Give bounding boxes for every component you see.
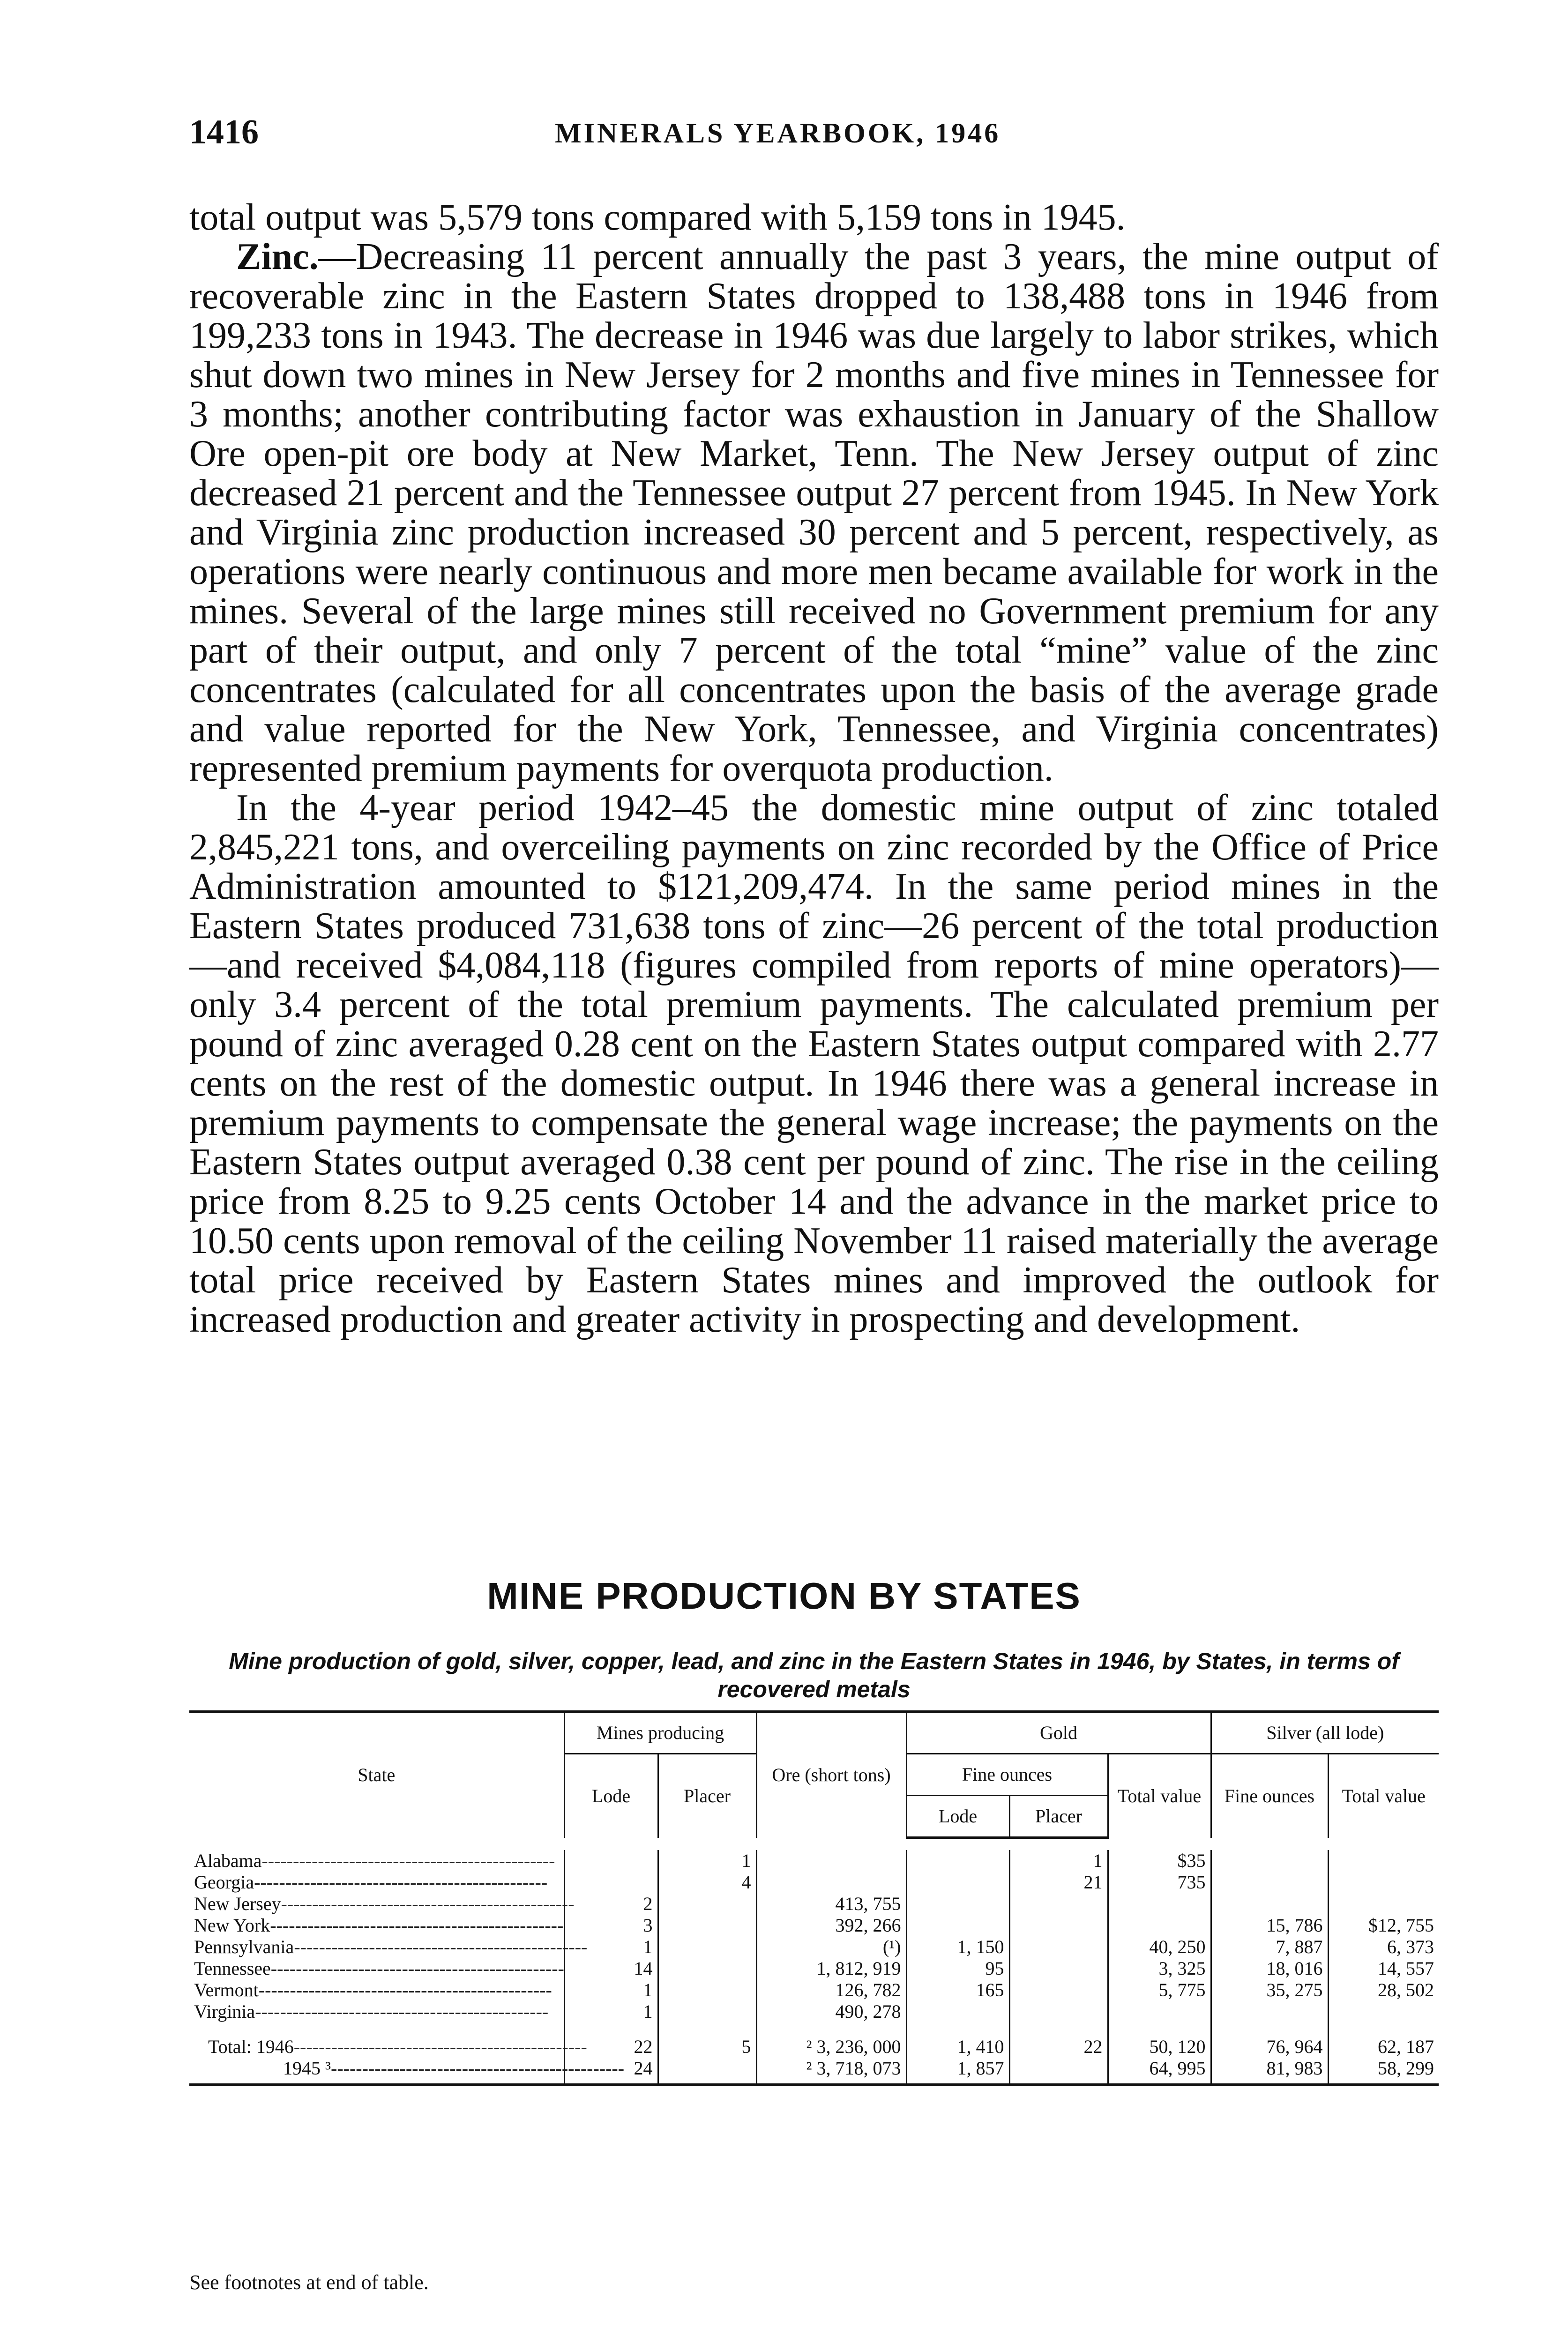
- ore-cell: ² 3, 236, 000: [756, 2022, 906, 2058]
- state-name: Total: 1946: [208, 2036, 294, 2057]
- gold-placer-cell: [1009, 1958, 1108, 1979]
- gold-value-cell: [1108, 2001, 1211, 2022]
- mines-lode-cell: 3: [564, 1915, 658, 1936]
- silver-value-cell: 62, 187: [1328, 2022, 1439, 2058]
- mines-lode-cell: [564, 1872, 658, 1893]
- mines-placer-cell: [658, 1936, 756, 1958]
- header-state: State: [189, 1712, 564, 1838]
- header-gold-total-value: Total value: [1108, 1754, 1211, 1838]
- silver-ounces-cell: [1211, 2001, 1328, 2022]
- paragraph-lead: Zinc.: [236, 236, 319, 277]
- state-name: Tennessee: [194, 1958, 271, 1979]
- leader-dots: -----------------------------------------------: [294, 1936, 588, 1957]
- gold-placer-cell: [1009, 1979, 1108, 2001]
- ore-cell: 126, 782: [756, 1979, 906, 2001]
- leader-dots: -----------------------------------------------: [258, 1979, 552, 2000]
- gold-lode-cell: 1, 857: [906, 2058, 1009, 2085]
- ore-cell: 1, 812, 919: [756, 1958, 906, 1979]
- table-row: [189, 1850, 1439, 1872]
- page-number: 1416: [189, 113, 259, 151]
- gold-value-cell: 3, 325: [1108, 1958, 1211, 1979]
- leader-dots: -----------------------------------------------: [270, 1915, 564, 1936]
- state-cell: [189, 1893, 575, 1915]
- gold-value-cell: 50, 120: [1108, 2022, 1211, 2058]
- ore-cell: 392, 266: [756, 1915, 906, 1936]
- paragraph: [189, 237, 1439, 788]
- table-row: [189, 1872, 1439, 1893]
- mines-placer-cell: 5: [658, 2022, 756, 2058]
- state-name: New York: [194, 1915, 270, 1936]
- gold-placer-cell: 1: [1009, 1850, 1108, 1872]
- state-name: New Jersey: [194, 1893, 281, 1914]
- leader-dots: -----------------------------------------------: [254, 1872, 548, 1893]
- state-name: Georgia: [194, 1872, 254, 1893]
- gold-lode-cell: [906, 2001, 1009, 2022]
- silver-value-cell: [1328, 1872, 1439, 1893]
- header-gold-placer: Placer: [1009, 1796, 1108, 1838]
- mines-lode-cell: [564, 1850, 658, 1872]
- state-cell: [189, 1850, 564, 1872]
- gold-lode-cell: [906, 1850, 1009, 1872]
- ore-cell: (¹): [756, 1936, 906, 1958]
- ore-cell: ² 3, 718, 073: [756, 2058, 906, 2085]
- gold-lode-cell: 95: [906, 1958, 1009, 1979]
- paragraph: [189, 198, 1439, 237]
- total-row: [189, 2058, 1439, 2085]
- header-fine-ounces: Fine ounces: [906, 1754, 1108, 1796]
- gold-placer-cell: 21: [1009, 1872, 1108, 1893]
- gold-placer-cell: [1009, 2058, 1108, 2085]
- header-gold-lode: Lode: [906, 1796, 1009, 1838]
- running-head: [189, 112, 1439, 155]
- table-row: [189, 1979, 1439, 2001]
- gold-placer-cell: [1009, 1915, 1108, 1936]
- silver-ounces-cell: 7, 887: [1211, 1936, 1328, 1958]
- running-title: MINERALS YEARBOOK, 1946: [555, 118, 1001, 149]
- state-name: Vermont: [194, 1979, 259, 2000]
- header-gold: Gold: [906, 1712, 1211, 1754]
- mines-placer-cell: [658, 1893, 756, 1915]
- gold-lode-cell: [906, 1915, 1009, 1936]
- state-cell: [189, 1872, 564, 1893]
- leader-dots: -----------------------------------------------: [270, 1958, 564, 1979]
- table-row: [189, 1958, 1439, 1979]
- mines-placer-cell: [658, 2001, 756, 2022]
- state-cell: [189, 1936, 588, 1958]
- gold-value-cell: [1108, 1893, 1211, 1915]
- table-row: [189, 2001, 1439, 2022]
- mines-placer-cell: [658, 1979, 756, 2001]
- gold-placer-cell: [1009, 1936, 1108, 1958]
- table-row: [189, 1936, 1439, 1958]
- gold-value-cell: 40, 250: [1108, 1936, 1211, 1958]
- silver-ounces-cell: [1211, 1850, 1328, 1872]
- mines-lode-cell: 24: [564, 2058, 658, 2085]
- header-silver-total-value: Total value: [1328, 1754, 1439, 1838]
- silver-ounces-cell: 76, 964: [1211, 2022, 1328, 2058]
- mines-lode-cell: 1: [564, 1936, 658, 1958]
- gold-value-cell: 735: [1108, 1872, 1211, 1893]
- table-row: [189, 1915, 1439, 1936]
- gold-value-cell: [1108, 1915, 1211, 1936]
- silver-value-cell: [1328, 1893, 1439, 1915]
- state-name: Pennsylvania: [194, 1936, 294, 1957]
- header-lode: Lode: [564, 1754, 658, 1838]
- silver-ounces-cell: 18, 016: [1211, 1958, 1328, 1979]
- leader-dots: -----------------------------------------------: [331, 2058, 625, 2079]
- silver-ounces-cell: [1211, 1893, 1328, 1915]
- silver-value-cell: 28, 502: [1328, 1979, 1439, 2001]
- state-cell: [189, 2022, 587, 2058]
- silver-value-cell: 58, 299: [1328, 2058, 1439, 2085]
- state-cell: [189, 2058, 625, 2085]
- ore-cell: [756, 1872, 906, 1893]
- total-row: [189, 2022, 1439, 2058]
- silver-value-cell: $12, 755: [1328, 1915, 1439, 1936]
- leader-dots: -----------------------------------------------: [261, 1850, 555, 1871]
- mines-placer-cell: 1: [658, 1850, 756, 1872]
- gold-lode-cell: 165: [906, 1979, 1009, 2001]
- mines-lode-cell: 1: [564, 2001, 658, 2022]
- silver-value-cell: 14, 557: [1328, 1958, 1439, 1979]
- paragraph-text: In the 4-year period 1942–45 the domestic mine output of zinc totaled 2,845,221 tons, and overceiling payments on zinc recorded by the Office of Price Administration amounted to $121,209,474. In the same period mines in the Eastern States produced 731,638 tons of zinc—26 percent of the total production—and received $4,084,118 (figures compiled from reports of mine operators)—only 3.4 percent of the total premium payments. The calculated premium per pound of zinc averaged 0.28 cent on the Eastern States output compared with 2.77 cents on the rest of the domestic output. In 1946 there was a general increase in premium payments to compensate the general wage increase; the payments on the Eastern States output averaged 0.38 cent per pound of zinc. The rise in the ceiling price from 8.25 to 9.25 cents October 14 and the advance in the market price to 10.50 cents upon removal of the ceiling November 11 raised materially the average total price received by Eastern States mines and improved the outlook for increased production and greater activity in prospecting and development.: [189, 787, 1439, 1340]
- mines-placer-cell: [658, 1915, 756, 1936]
- ore-cell: 413, 755: [756, 1893, 906, 1915]
- leader-dots: -----------------------------------------------: [255, 2001, 549, 2022]
- mines-placer-cell: [658, 1958, 756, 1979]
- paragraph-text: total output was 5,579 tons compared with 5,159 tons in 1945.: [189, 197, 1126, 238]
- state-name: Virginia: [194, 2001, 255, 2022]
- footnote-reference: See footnotes at end of table.: [189, 2271, 429, 2294]
- leader-dots: -----------------------------------------------: [281, 1893, 575, 1914]
- section-title: MINE PRODUCTION BY STATES: [487, 1575, 1081, 1617]
- gold-value-cell: $35: [1108, 1850, 1211, 1872]
- state-cell: [189, 2001, 564, 2022]
- state-name: 1945 ³: [283, 2058, 331, 2079]
- header-silver: Silver (all lode): [1211, 1712, 1439, 1754]
- gold-value-cell: 64, 995: [1108, 2058, 1211, 2085]
- production-table: [189, 1710, 1439, 2086]
- state-cell: [189, 1958, 564, 1979]
- paragraph: [189, 788, 1439, 1339]
- state-name: Alabama: [194, 1850, 262, 1871]
- gold-value-cell: 5, 775: [1108, 1979, 1211, 2001]
- mines-lode-cell: 22: [564, 2022, 658, 2058]
- production-table-wrap: [189, 1710, 1439, 2086]
- mines-lode-cell: 14: [564, 1958, 658, 1979]
- gold-placer-cell: [1009, 1893, 1108, 1915]
- gold-lode-cell: 1, 150: [906, 1936, 1009, 1958]
- mines-placer-cell: [658, 2058, 756, 2085]
- silver-value-cell: 6, 373: [1328, 1936, 1439, 1958]
- gold-lode-cell: [906, 1893, 1009, 1915]
- table-body: [189, 1838, 1439, 2085]
- silver-ounces-cell: 15, 786: [1211, 1915, 1328, 1936]
- header-ore: Ore (short tons): [756, 1712, 906, 1838]
- gold-lode-cell: 1, 410: [906, 2022, 1009, 2058]
- mines-lode-cell: 2: [564, 1893, 658, 1915]
- silver-value-cell: [1328, 1850, 1439, 1872]
- ore-cell: [756, 1850, 906, 1872]
- gold-placer-cell: 22: [1009, 2022, 1108, 2058]
- ore-cell: 490, 278: [756, 2001, 906, 2022]
- silver-ounces-cell: 35, 275: [1211, 1979, 1328, 2001]
- state-cell: [189, 1915, 564, 1936]
- body-text: [189, 198, 1439, 1339]
- paragraph-text: —Decreasing 11 percent annually the past 3 years, the mine output of recoverable zinc in the Eastern States dropped to 138,488 tons in 1946 from 199,233 tons in 1943. The decrease in 1946 was due largely to labor strikes, which shut down two mines in New Jersey for 2 months and five mines in Tennessee for 3 months; another contributing factor was exhaustion in January of the Shallow Ore open-pit ore body at New Market, Tenn. The New Jersey output of zinc decreased 21 percent and the Tennessee output 27 percent from 1945. In New York and Virginia zinc production increased 30 percent and 5 percent, respectively, as operations were nearly continuous and more men became available for work in the mines. Several of the large mines still received no Government premium for any part of their output, and only 7 percent of the total “mine” value of the zinc concentrates (calculated for all concentrates upon the basis of the average grade and value reported for the New York, Tennessee, and Virginia concentrates) represented premium payments for overquota production.: [189, 236, 1439, 789]
- table-row: [189, 1893, 1439, 1915]
- gold-lode-cell: [906, 1872, 1009, 1893]
- header-mines-producing: Mines producing: [564, 1712, 756, 1754]
- mines-lode-cell: 1: [564, 1979, 658, 2001]
- gold-placer-cell: [1009, 2001, 1108, 2022]
- header-silver-fine-ounces: Fine ounces: [1211, 1754, 1328, 1838]
- table-caption: Mine production of gold, silver, copper, lead, and zinc in the Eastern States in 1946, by States, in terms of recovered metals: [229, 1648, 1399, 1702]
- silver-ounces-cell: [1211, 1872, 1328, 1893]
- state-cell: [189, 1979, 564, 2001]
- mines-placer-cell: 4: [658, 1872, 756, 1893]
- silver-ounces-cell: 81, 983: [1211, 2058, 1328, 2085]
- leader-dots: -----------------------------------------------: [293, 2036, 587, 2057]
- silver-value-cell: [1328, 2001, 1439, 2022]
- header-placer: Placer: [658, 1754, 756, 1838]
